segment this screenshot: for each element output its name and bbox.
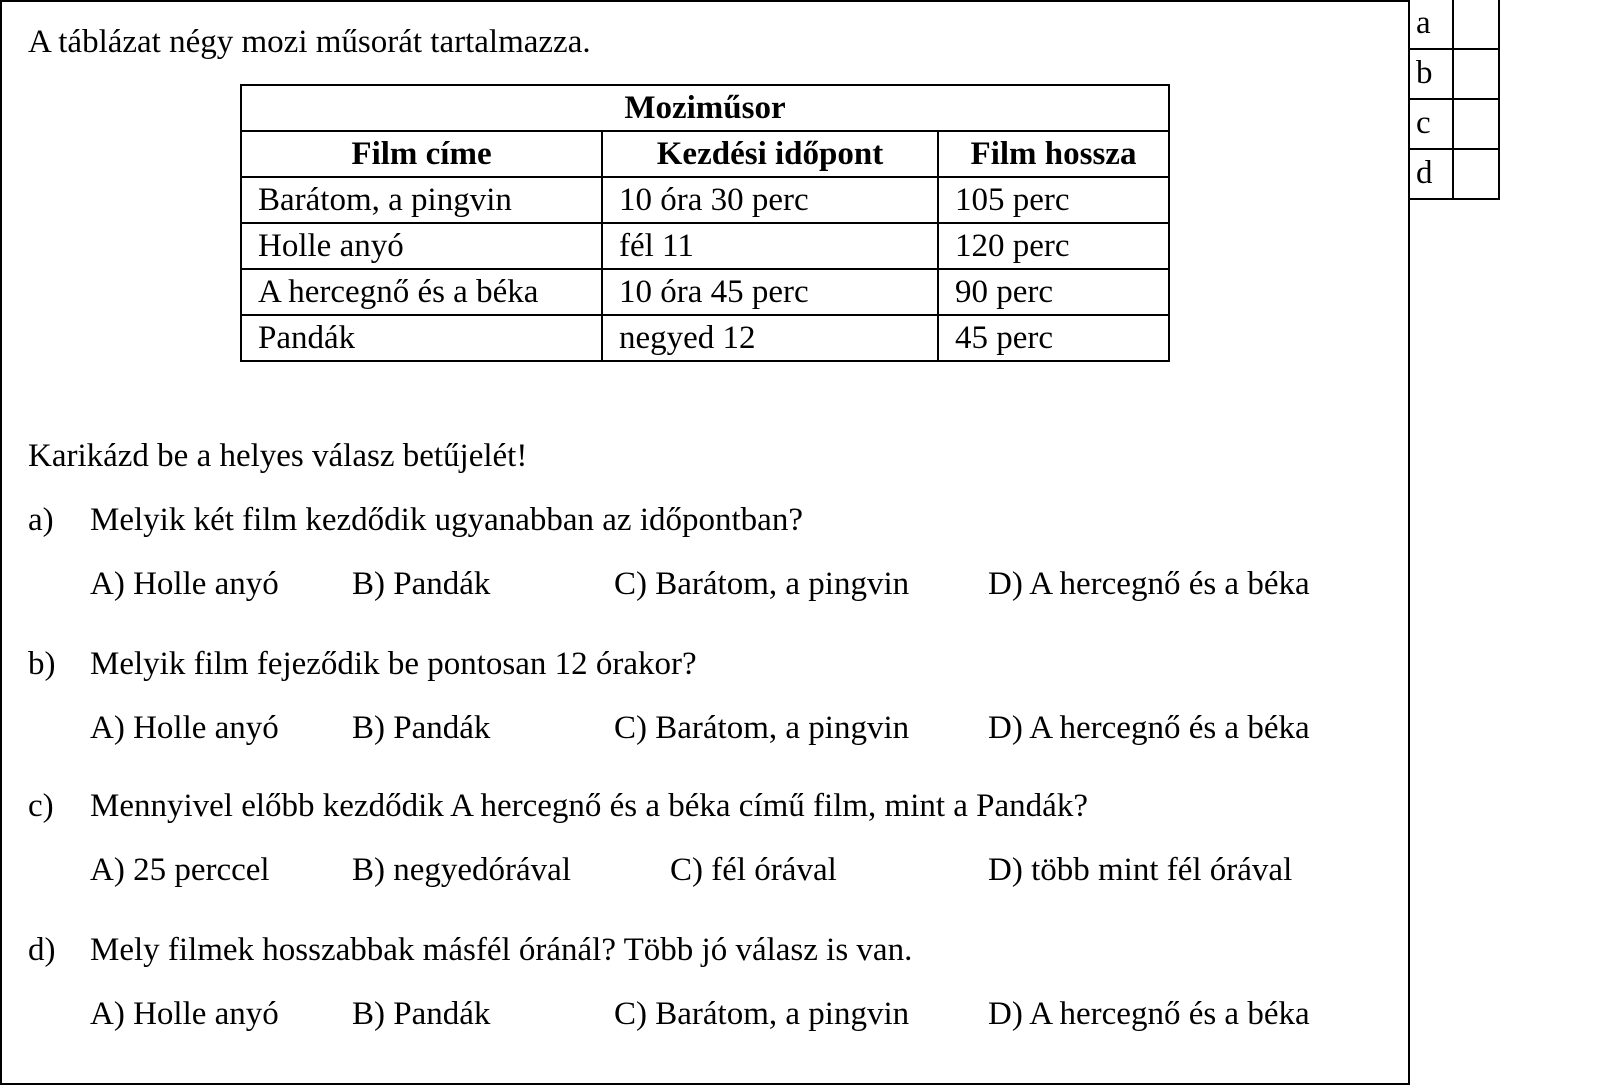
column-header-title: Film címe: [241, 131, 602, 177]
table-cell: 120 perc: [938, 223, 1169, 269]
option-c-A[interactable]: A) 25 perccel: [90, 852, 270, 888]
option-b-B[interactable]: B) Pandák: [352, 710, 491, 746]
option-c-C[interactable]: C) fél órával: [670, 852, 837, 888]
option-b-D[interactable]: D) A hercegnő és a béka: [988, 710, 1310, 746]
score-row-b: [1408, 50, 1500, 100]
table-row: [241, 177, 1169, 223]
table-title-row: [241, 85, 1169, 131]
table-title: Moziműsor: [241, 85, 1169, 131]
table-cell: Holle anyó: [241, 223, 602, 269]
column-header-start: Kezdési időpont: [602, 131, 938, 177]
question-letter: d): [28, 932, 56, 968]
option-d-C[interactable]: C) Barátom, a pingvin: [614, 996, 910, 1032]
question-letter: b): [28, 646, 56, 682]
score-row-a: [1408, 0, 1500, 50]
table-cell: A hercegnő és a béka: [241, 269, 602, 315]
option-b-A[interactable]: A) Holle anyó: [90, 710, 279, 746]
table-cell: negyed 12: [602, 315, 938, 361]
question-letter: c): [28, 788, 54, 824]
table-row: [241, 315, 1169, 361]
score-cell: [1452, 100, 1500, 150]
score-cell: [1452, 50, 1500, 100]
option-a-C[interactable]: C) Barátom, a pingvin: [614, 566, 910, 602]
option-d-A[interactable]: A) Holle anyó: [90, 996, 279, 1032]
table-cell: fél 11: [602, 223, 938, 269]
option-a-A[interactable]: A) Holle anyó: [90, 566, 279, 602]
column-header-length: Film hossza: [938, 131, 1169, 177]
score-label: a: [1408, 0, 1454, 50]
option-d-B[interactable]: B) Pandák: [352, 996, 491, 1032]
score-label: b: [1408, 50, 1454, 100]
question-text: Melyik film fejeződik be pontosan 12 órakor?: [90, 646, 697, 682]
score-label: c: [1408, 100, 1454, 150]
option-d-D[interactable]: D) A hercegnő és a béka: [988, 996, 1310, 1032]
movie-table: [240, 84, 1170, 362]
question-text: Mely filmek hosszabbak másfél óránál? Több jó válasz is van.: [90, 932, 913, 968]
question-text: Mennyivel előbb kezdődik A hercegnő és a béka című film, mint a Pandák?: [90, 788, 1088, 824]
table-cell: Pandák: [241, 315, 602, 361]
question-text: Melyik két film kezdődik ugyanabban az időpontban?: [90, 502, 803, 538]
table-header-row: [241, 131, 1169, 177]
table-cell: 10 óra 30 perc: [602, 177, 938, 223]
score-cell: [1452, 150, 1500, 200]
question-letter: a): [28, 502, 54, 538]
intro-text: A táblázat négy mozi műsorát tartalmazza.: [28, 24, 591, 60]
table-cell: 10 óra 45 perc: [602, 269, 938, 315]
table-cell: 45 perc: [938, 315, 1169, 361]
table-cell: Barátom, a pingvin: [241, 177, 602, 223]
option-c-D[interactable]: D) több mint fél órával: [988, 852, 1293, 888]
table-cell: 90 perc: [938, 269, 1169, 315]
instruction-text: Karikázd be a helyes válasz betűjelét!: [28, 438, 528, 474]
table-row: [241, 269, 1169, 315]
option-c-B[interactable]: B) negyedórával: [352, 852, 571, 888]
option-a-D[interactable]: D) A hercegnő és a béka: [988, 566, 1310, 602]
score-label: d: [1408, 150, 1454, 200]
score-row-d: [1408, 150, 1500, 200]
option-a-B[interactable]: B) Pandák: [352, 566, 491, 602]
table-cell: 105 perc: [938, 177, 1169, 223]
score-row-c: [1408, 100, 1500, 150]
score-cell: [1452, 0, 1500, 50]
table-row: [241, 223, 1169, 269]
option-b-C[interactable]: C) Barátom, a pingvin: [614, 710, 910, 746]
